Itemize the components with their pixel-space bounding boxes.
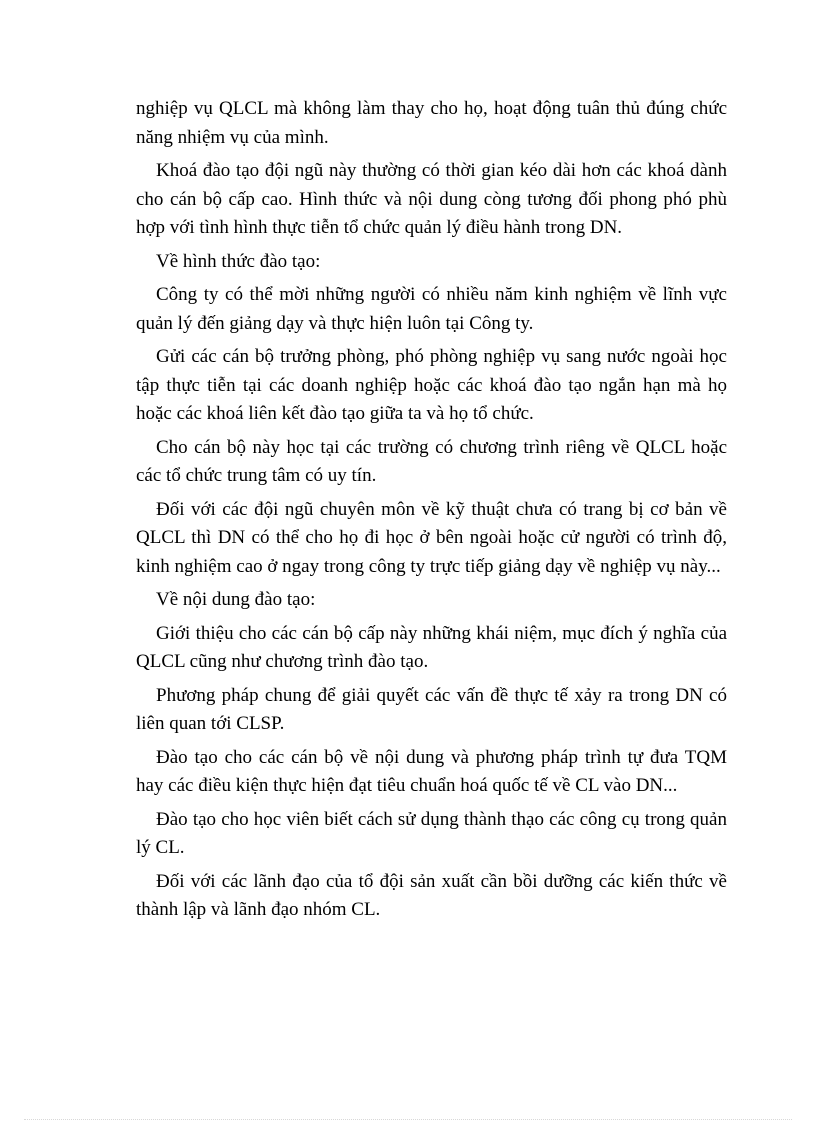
heading-training-content: Về nội dung đào tạo: (156, 589, 316, 610)
paragraph-invite-experts: Công ty có thể mời những người có nhiều năm kinh nghiệm về lĩnh vực quản lý đến giảng dạy và thực hiện luôn tại Công ty. (136, 284, 727, 334)
paragraph-schools: Cho cán bộ này học tại các trường có chương trình riêng về QLCL hoặc các tổ chức trung tâm có uy tín. (136, 436, 727, 486)
paragraph-technical-staff: Đối với các đội ngũ chuyên môn về kỹ thuật chưa có trang bị cơ bản về QLCL thì DN có thể cho họ đi học ở bên ngoài hoặc cử người có trình độ, kinh nghiệm cao ở ngay trong công ty trực tiếp giảng dạy về nghiệp vụ này... (136, 498, 727, 577)
paragraph-team-leaders: Đối với các lãnh đạo của tổ đội sản xuất cần bồi dưỡng các kiến thức về thành lập và lãnh đạo nhóm CL. (136, 870, 727, 920)
document-page (136, 95, 727, 930)
paragraph-continuation: nghiệp vụ QLCL mà không làm thay cho họ, hoạt động tuân thủ đúng chức năng nhiệm vụ của mình. (136, 98, 727, 148)
paragraph-general-method: Phương pháp chung để giải quyết các vấn đề thực tế xảy ra trong DN có liên quan tới CLSP. (136, 684, 727, 734)
paragraph-training-duration: Khoá đào tạo đội ngũ này thường có thời gian kéo dài hơn các khoá dành cho cán bộ cấp cao. Hình thức và nội dung còng tương đối phong phó phù hợp với tình hình thực tiễn tổ chức quản lý điều hành trong DN. (136, 160, 727, 238)
paragraph-introduction: Giới thiệu cho các cán bộ cấp này những khái niệm, mục đích ý nghĩa của QLCL cũng như chương trình đào tạo. (136, 622, 727, 672)
heading-training-form: Về hình thức đào tạo: (156, 250, 321, 272)
paragraph-tqm: Đào tạo cho các cán bộ về nội dung và phương pháp trình tự đưa TQM hay các điều kiện thực hiện đạt tiêu chuẩn hoá quốc tế về CL vào DN... (136, 746, 727, 796)
paragraph-tools: Đào tạo cho học viên biết cách sử dụng thành thạo các công cụ trong quản lý CL. (136, 808, 727, 858)
paragraph-send-abroad: Gửi các cán bộ trưởng phòng, phó phòng nghiệp vụ sang nước ngoài học tập thực tiễn tại các doanh nghiệp hoặc các khoá đào tạo ngắn hạn mà họ hoặc các khoá liên kết đào tạo giữa ta và họ tổ chức. (136, 346, 727, 424)
page-bottom-divider (24, 1119, 792, 1120)
